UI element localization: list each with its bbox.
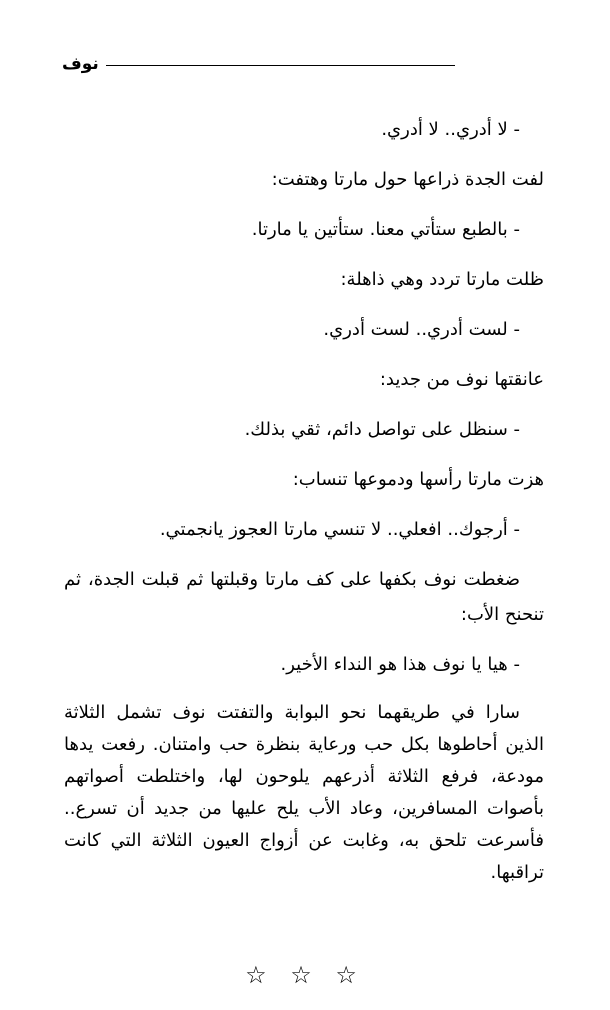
dialogue-line: - لا أدري.. لا أدري.: [381, 119, 520, 140]
page-header: [62, 52, 455, 78]
narration-line: ظلت مارتا تردد وهي ذاهلة:: [340, 269, 544, 290]
section-separator: ☆ ☆ ☆: [245, 961, 365, 989]
dialogue-line: - بالطبع ستأتي معنا. ستأتين يا مارتا.: [251, 219, 520, 240]
dialogue-line: - هيا يا نوف هذا هو النداء الأخير.: [280, 654, 520, 675]
narration-line: لفت الجدة ذراعها حول مارتا وهتفت:: [271, 169, 544, 190]
header-rule: [106, 65, 455, 66]
narration-paragraph: سارا في طريقهما نحو البوابة والتفتت نوف تشمل الثلاثة الذين أحاطوها بكل حب ورعاية بنظرة حب وامتنان. رفعت يدها مودعة، فرفع الثلاثة أذرعهم يلوحون لها، واختلطت أصواتهم بأصوات المسافرين، وعاد الأب يلح عليها من جديد أن تسرع.. فأسرعت تلحق به، وغابت عن أزواج العيون الثلاثة التي كانت تراقبها.: [64, 702, 544, 883]
dialogue-line: - سنظل على تواصل دائم، ثقي بذلك.: [244, 419, 520, 440]
narration-paragraph: ضغطت نوف بكفها على كف مارتا وقبلتها ثم قبلت الجدة، ثم تنحنح الأب:: [64, 569, 544, 625]
dialogue-line: - لست أدري.. لست أدري.: [323, 319, 520, 340]
narration-line: عانقتها نوف من جديد:: [379, 369, 544, 390]
narration-line: هزت مارتا رأسها ودموعها تنساب:: [292, 469, 544, 490]
dialogue-line: - أرجوك.. افعلي.. لا تنسي مارتا العجوز يانجمتي.: [159, 519, 520, 540]
running-head-title: نوف: [62, 54, 99, 74]
page-body: [64, 112, 544, 904]
